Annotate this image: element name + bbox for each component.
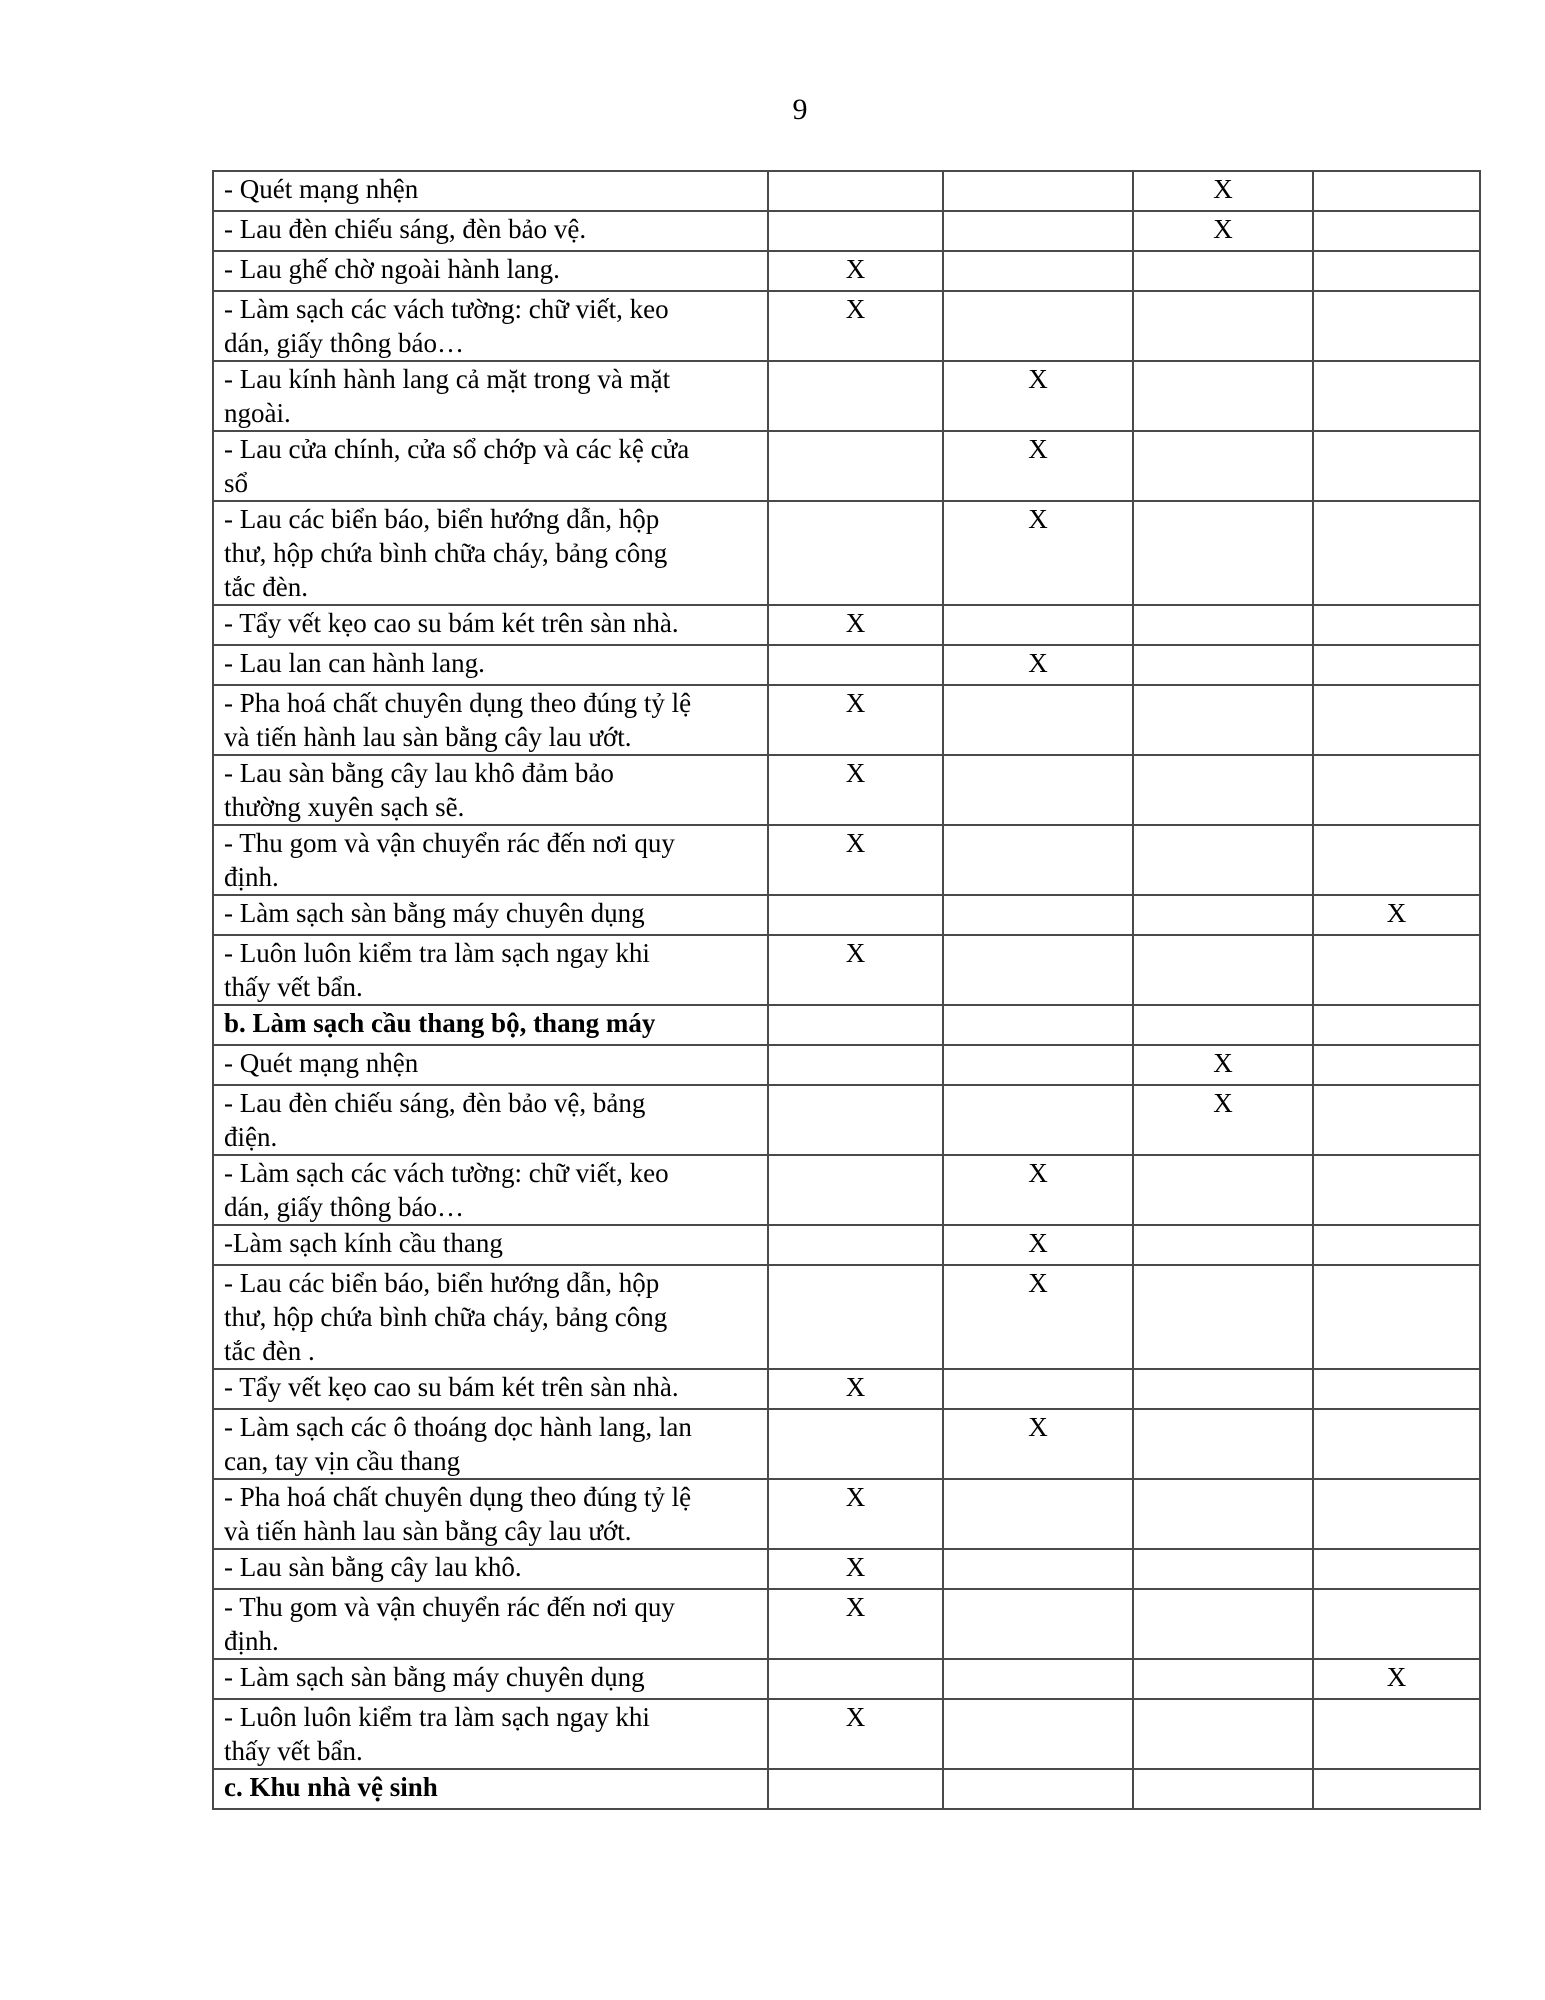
section-row [213,1005,1480,1045]
frequency-mark-cell [1313,1589,1480,1659]
table-row [213,1265,1480,1369]
frequency-mark-cell [1133,1479,1313,1549]
cleaning-schedule-table [212,170,1481,1810]
frequency-mark-cell [768,1225,943,1265]
table-row [213,501,1480,605]
table-row [213,825,1480,895]
frequency-mark-cell: X [768,1549,943,1589]
table-row [213,1155,1480,1225]
frequency-mark-cell [1313,1369,1480,1409]
frequency-mark-cell [1133,605,1313,645]
frequency-mark-cell [943,895,1133,935]
frequency-mark-cell [1313,1479,1480,1549]
frequency-mark-cell [943,1659,1133,1699]
frequency-mark-cell [768,1409,943,1479]
frequency-mark-cell [943,825,1133,895]
table-row [213,1589,1480,1659]
task-cell: - Làm sạch sàn bằng máy chuyên dụng [213,1659,768,1699]
table-row [213,251,1480,291]
section-row [213,1769,1480,1809]
frequency-mark-cell [768,1005,943,1045]
frequency-mark-cell [1133,291,1313,361]
frequency-mark-cell [1133,1549,1313,1589]
frequency-mark-cell: X [768,1369,943,1409]
frequency-mark-cell [1133,501,1313,605]
frequency-mark-cell [768,645,943,685]
frequency-mark-cell [943,1699,1133,1769]
frequency-mark-cell [1133,431,1313,501]
frequency-mark-cell: X [1133,1045,1313,1085]
frequency-mark-cell: X [1313,895,1480,935]
task-cell: - Lau các biển báo, biển hướng dẫn, hộp thư, hộp chứa bình chữa cháy, bảng công tắc đèn. [213,501,768,605]
frequency-mark-cell: X [943,645,1133,685]
frequency-mark-cell: X [768,291,943,361]
frequency-mark-cell: X [768,825,943,895]
frequency-mark-cell [1313,645,1480,685]
frequency-mark-cell: X [768,935,943,1005]
frequency-mark-cell [1313,1769,1480,1809]
frequency-mark-cell: X [1133,1085,1313,1155]
frequency-mark-cell [1313,1409,1480,1479]
frequency-mark-cell [768,895,943,935]
frequency-mark-cell: X [1133,171,1313,211]
section-title: c. Khu nhà vệ sinh [213,1769,768,1809]
task-cell: - Lau đèn chiếu sáng, đèn bảo vệ, bảng điện. [213,1085,768,1155]
task-cell: - Làm sạch các vách tường: chữ viết, keo dán, giấy thông báo… [213,1155,768,1225]
table-row [213,685,1480,755]
table-row [213,1225,1480,1265]
frequency-mark-cell [1313,605,1480,645]
frequency-mark-cell [943,251,1133,291]
frequency-mark-cell [1313,1005,1480,1045]
frequency-mark-cell [1133,685,1313,755]
task-cell: - Pha hoá chất chuyên dụng theo đúng tỷ lệ và tiến hành lau sàn bằng cây lau ướt. [213,1479,768,1549]
frequency-mark-cell [943,1369,1133,1409]
table-row [213,1409,1480,1479]
frequency-mark-cell [768,1769,943,1809]
table-row [213,1045,1480,1085]
task-cell: - Lau cửa chính, cửa sổ chớp và các kệ cửa sổ [213,431,768,501]
frequency-mark-cell [1313,685,1480,755]
frequency-mark-cell [1133,1155,1313,1225]
task-cell: - Lau sàn bằng cây lau khô đảm bảo thường xuyên sạch sẽ. [213,755,768,825]
frequency-mark-cell: X [768,1699,943,1769]
task-cell: - Luôn luôn kiểm tra làm sạch ngay khi thấy vết bẩn. [213,1699,768,1769]
frequency-mark-cell [943,1045,1133,1085]
frequency-mark-cell [1313,1549,1480,1589]
task-cell: - Thu gom và vận chuyển rác đến nơi quy định. [213,1589,768,1659]
task-cell: - Lau các biển báo, biển hướng dẫn, hộp thư, hộp chứa bình chữa cháy, bảng công tắc đèn . [213,1265,768,1369]
frequency-mark-cell [943,1085,1133,1155]
frequency-mark-cell [943,755,1133,825]
frequency-mark-cell [943,1005,1133,1045]
task-cell: - Làm sạch các vách tường: chữ viết, keo dán, giấy thông báo… [213,291,768,361]
frequency-mark-cell [1313,211,1480,251]
frequency-mark-cell: X [943,1409,1133,1479]
frequency-mark-cell [1313,1265,1480,1369]
table-row [213,361,1480,431]
frequency-mark-cell [943,1479,1133,1549]
frequency-mark-cell [1133,1769,1313,1809]
frequency-mark-cell [943,1549,1133,1589]
frequency-mark-cell [1133,1005,1313,1045]
frequency-mark-cell [768,1155,943,1225]
frequency-mark-cell [943,211,1133,251]
table-row [213,1549,1480,1589]
frequency-mark-cell [1133,361,1313,431]
table-row [213,935,1480,1005]
frequency-mark-cell [1313,431,1480,501]
table-row [213,211,1480,251]
task-cell: - Quét mạng nhện [213,171,768,211]
task-cell: - Tẩy vết kẹo cao su bám két trên sàn nhà. [213,605,768,645]
task-cell: - Pha hoá chất chuyên dụng theo đúng tỷ lệ và tiến hành lau sàn bằng cây lau ướt. [213,685,768,755]
frequency-mark-cell [1313,935,1480,1005]
table-row [213,895,1480,935]
task-cell: - Lau kính hành lang cả mặt trong và mặt ngoài. [213,361,768,431]
frequency-mark-cell [943,605,1133,645]
frequency-mark-cell [1313,1225,1480,1265]
frequency-mark-cell: X [943,1155,1133,1225]
frequency-mark-cell [1313,361,1480,431]
task-cell: - Làm sạch sàn bằng máy chuyên dụng [213,895,768,935]
frequency-mark-cell [768,1265,943,1369]
frequency-mark-cell [943,935,1133,1005]
frequency-mark-cell: X [768,755,943,825]
section-title: b. Làm sạch cầu thang bộ, thang máy [213,1005,768,1045]
frequency-mark-cell [768,431,943,501]
frequency-mark-cell [1133,1225,1313,1265]
table-row [213,171,1480,211]
frequency-mark-cell [768,361,943,431]
frequency-mark-cell [943,171,1133,211]
frequency-mark-cell [1133,935,1313,1005]
table-row [213,431,1480,501]
table-row [213,1085,1480,1155]
frequency-mark-cell [1313,251,1480,291]
task-cell: - Quét mạng nhện [213,1045,768,1085]
frequency-mark-cell [1313,1155,1480,1225]
frequency-mark-cell [1313,825,1480,895]
table-row [213,1479,1480,1549]
table-row [213,1369,1480,1409]
task-cell: -Làm sạch kính cầu thang [213,1225,768,1265]
task-cell: - Tẩy vết kẹo cao su bám két trên sàn nhà. [213,1369,768,1409]
frequency-mark-cell: X [768,685,943,755]
frequency-mark-cell [1133,251,1313,291]
frequency-mark-cell: X [943,1225,1133,1265]
frequency-mark-cell [1133,1589,1313,1659]
frequency-mark-cell [1133,645,1313,685]
table-row [213,1699,1480,1769]
frequency-mark-cell [768,1045,943,1085]
table-row [213,1659,1480,1699]
task-cell: - Lau sàn bằng cây lau khô. [213,1549,768,1589]
frequency-mark-cell [1133,895,1313,935]
frequency-mark-cell: X [943,1265,1133,1369]
frequency-mark-cell [1133,1659,1313,1699]
task-cell: - Lau ghế chờ ngoài hành lang. [213,251,768,291]
frequency-mark-cell: X [943,431,1133,501]
frequency-mark-cell [768,171,943,211]
task-cell: - Luôn luôn kiểm tra làm sạch ngay khi thấy vết bẩn. [213,935,768,1005]
frequency-mark-cell [768,211,943,251]
frequency-mark-cell [1313,1045,1480,1085]
frequency-mark-cell [943,1769,1133,1809]
table-row [213,605,1480,645]
frequency-mark-cell [768,1659,943,1699]
table-row [213,645,1480,685]
frequency-mark-cell: X [768,1479,943,1549]
frequency-mark-cell [1133,1369,1313,1409]
frequency-mark-cell: X [1133,211,1313,251]
task-cell: - Thu gom và vận chuyển rác đến nơi quy định. [213,825,768,895]
frequency-mark-cell [1313,755,1480,825]
frequency-mark-cell [768,1085,943,1155]
page-number: 9 [792,93,808,126]
frequency-mark-cell [1133,755,1313,825]
frequency-mark-cell [768,501,943,605]
table-row [213,291,1480,361]
frequency-mark-cell [943,291,1133,361]
task-cell: - Làm sạch các ô thoáng dọc hành lang, lan can, tay vịn cầu thang [213,1409,768,1479]
frequency-mark-cell [1313,291,1480,361]
frequency-mark-cell [1313,1699,1480,1769]
frequency-mark-cell [943,1589,1133,1659]
frequency-mark-cell: X [1313,1659,1480,1699]
frequency-mark-cell: X [768,605,943,645]
frequency-mark-cell [1313,1085,1480,1155]
frequency-mark-cell [1133,1265,1313,1369]
frequency-mark-cell: X [943,361,1133,431]
frequency-mark-cell [1313,171,1480,211]
task-cell: - Lau đèn chiếu sáng, đèn bảo vệ. [213,211,768,251]
frequency-mark-cell: X [768,251,943,291]
frequency-mark-cell [1133,825,1313,895]
table-row [213,755,1480,825]
frequency-mark-cell: X [768,1589,943,1659]
frequency-mark-cell [1133,1409,1313,1479]
task-cell: - Lau lan can hành lang. [213,645,768,685]
frequency-mark-cell [943,685,1133,755]
frequency-mark-cell: X [943,501,1133,605]
table-body [213,171,1480,1809]
frequency-mark-cell [1133,1699,1313,1769]
frequency-mark-cell [1313,501,1480,605]
